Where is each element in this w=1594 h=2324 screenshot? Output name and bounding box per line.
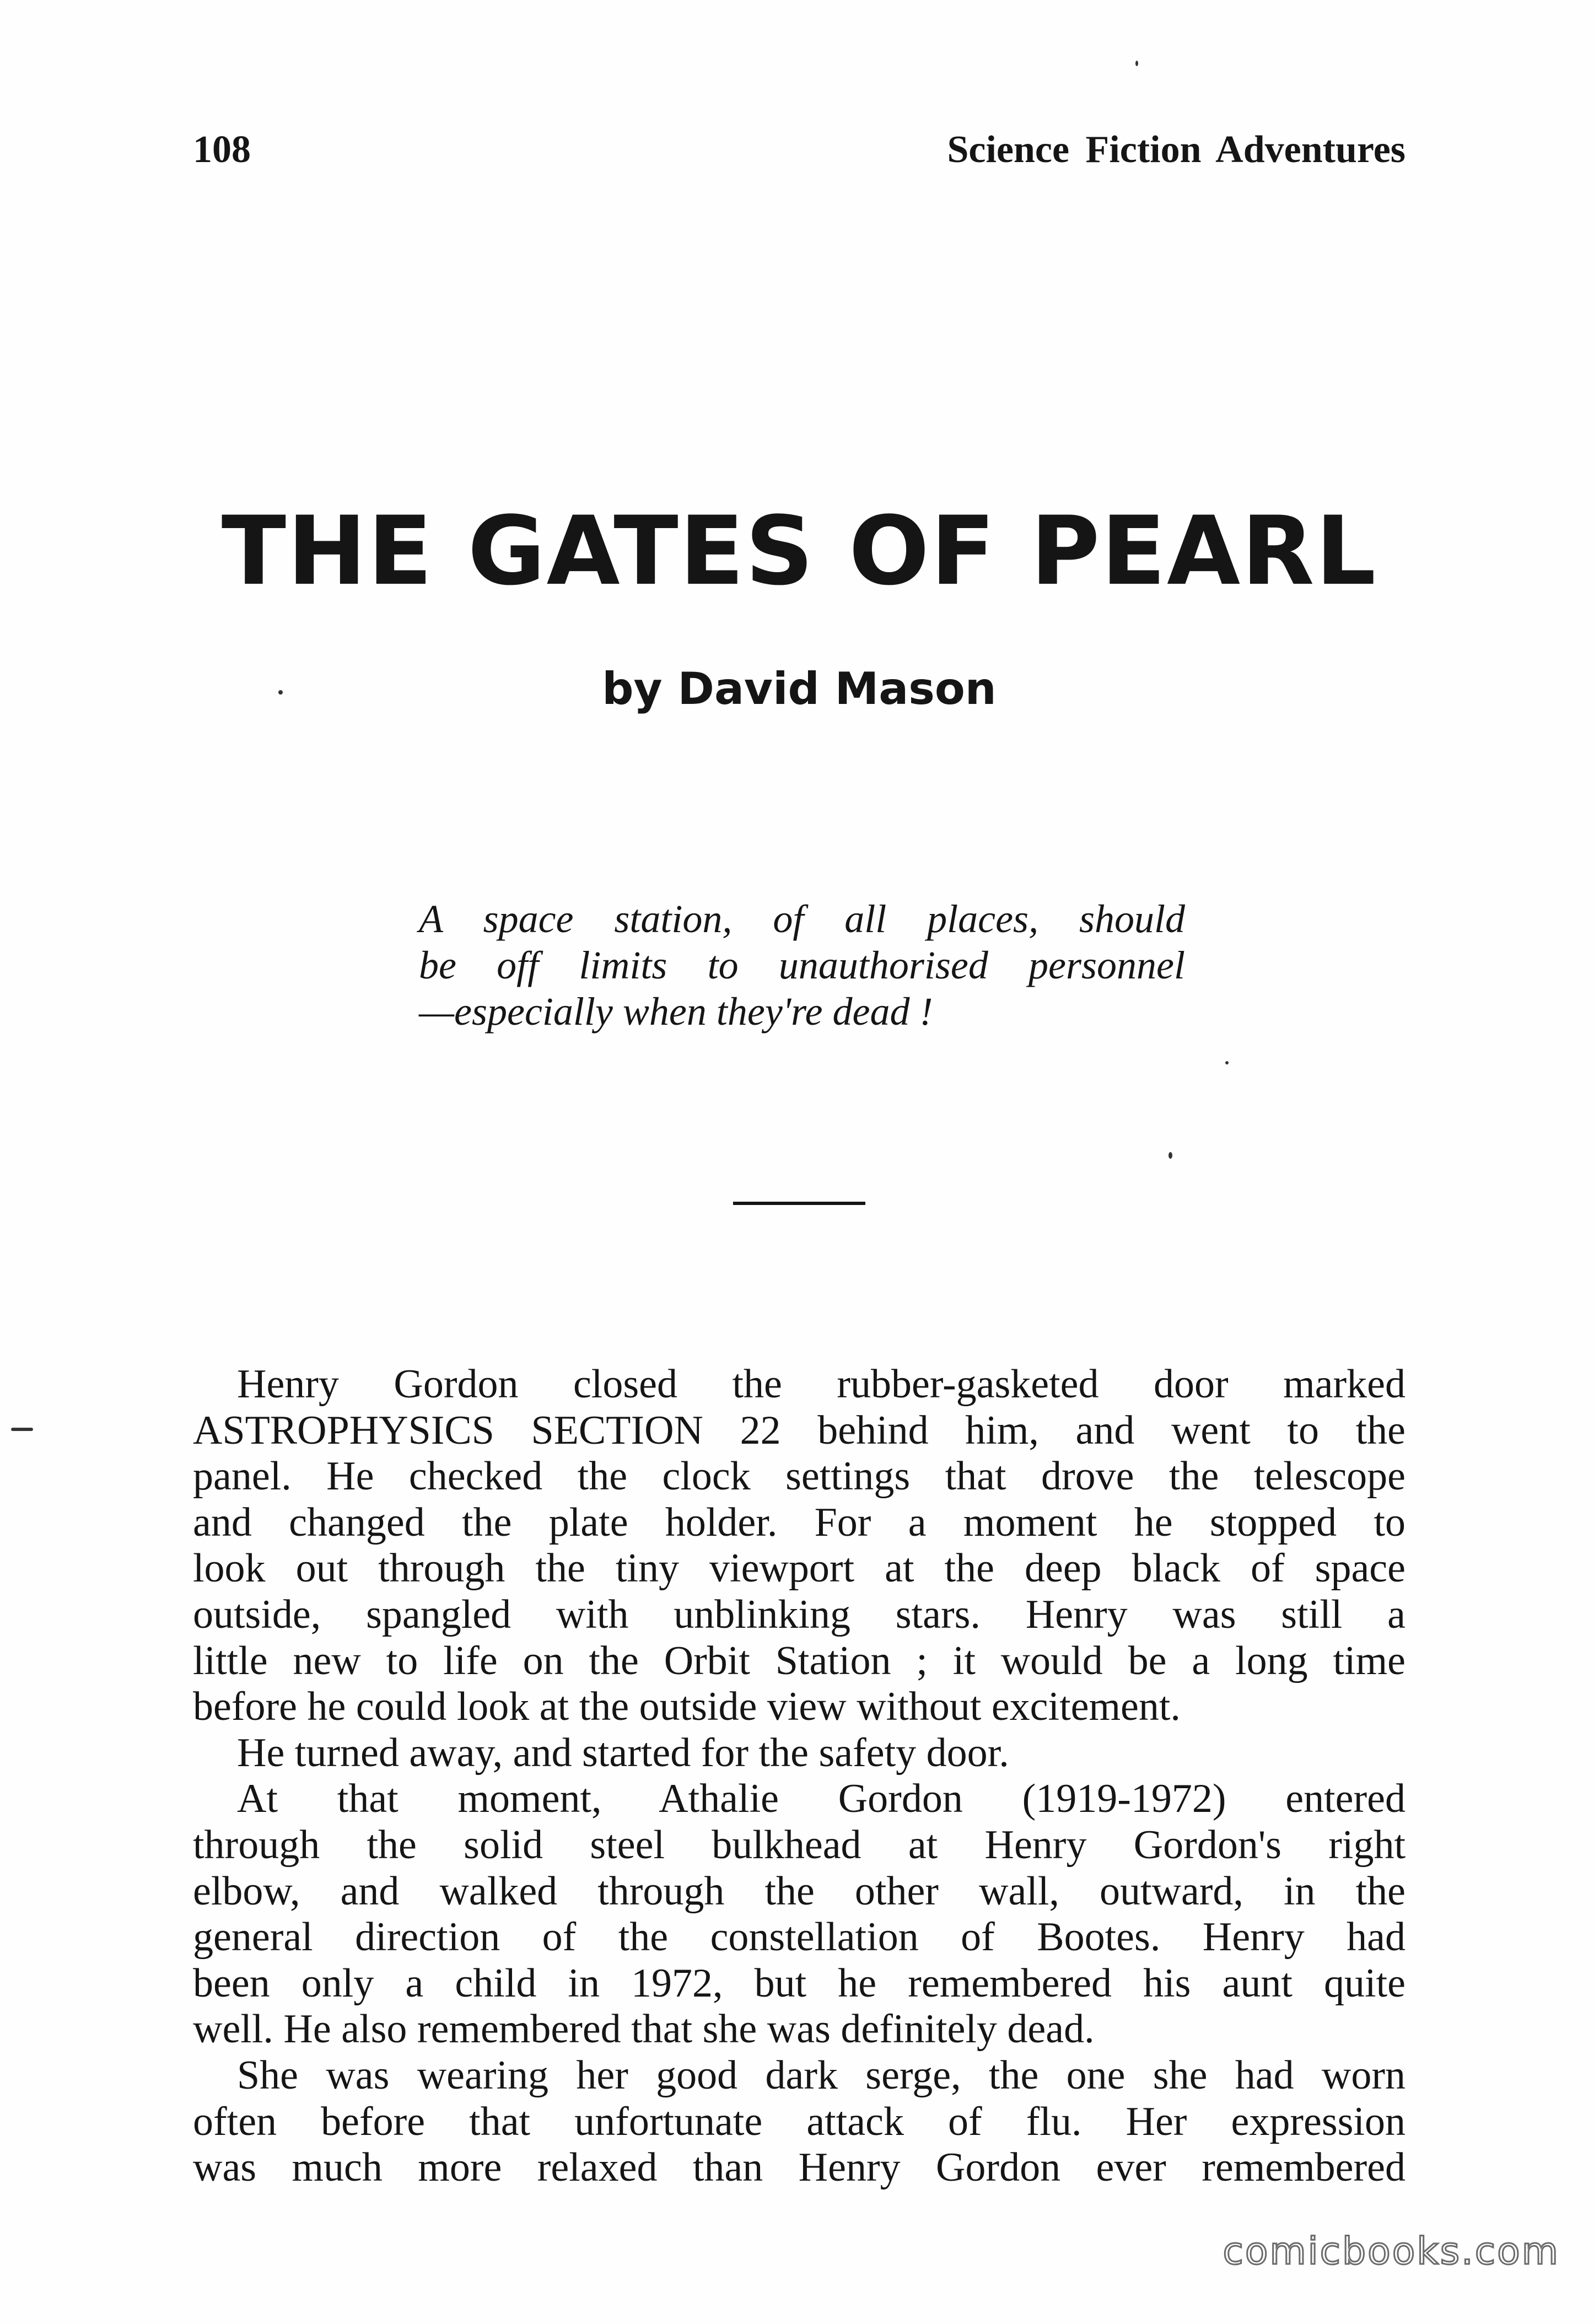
body-line: He turned away, and started for the safety door.	[237, 1730, 1009, 1776]
body-line: ASTROPHYSICS SECTION 22 behind him, and went to the	[193, 1407, 1405, 1453]
body-line: little new to life on the Orbit Station ; it would be a long time	[193, 1638, 1405, 1683]
body-line: before he could look at the outside view without excitement.	[193, 1684, 1181, 1730]
blurb	[419, 896, 1185, 1035]
body-line: She was wearing her good dark serge, the one she had worn	[237, 2052, 1405, 2098]
dust-speck	[1225, 1061, 1229, 1064]
body-line: well. He also remembered that she was definitely dead.	[193, 2006, 1095, 2052]
byline: by David Mason	[602, 663, 997, 714]
blurb-line: A space station, of all places, should	[419, 897, 1185, 941]
blurb-line: —especially when they're dead !	[419, 989, 933, 1034]
body-line: panel. He checked the clock settings that drove the telescope	[193, 1454, 1405, 1499]
dust-speck	[1168, 1152, 1172, 1159]
blurb-line: be off limits to unauthorised personnel	[419, 943, 1185, 987]
dust-speck	[278, 690, 283, 695]
section-divider	[733, 1202, 865, 1205]
body-text	[193, 1362, 1405, 2191]
body-line: and changed the plate holder. For a moment he stopped to	[193, 1499, 1405, 1545]
magazine-title: Science Fiction Adventures	[947, 128, 1405, 171]
body-line: Henry Gordon closed the rubber-gasketed door marked	[237, 1362, 1405, 1407]
body-line: general direction of the constellation of Bootes. Henry had	[193, 1914, 1405, 1960]
body-line: been only a child in 1972, but he remembered his aunt quite	[193, 1960, 1405, 2006]
body-line: through the solid steel bulkhead at Henry Gordon's right	[193, 1822, 1405, 1868]
page-number: 108	[193, 128, 251, 171]
body-line: look out through the tiny viewport at the deep black of space	[193, 1546, 1405, 1591]
story-title: THE GATES OF PEARL	[221, 496, 1377, 606]
body-line: At that moment, Athalie Gordon (1919-1972) entered	[237, 1776, 1405, 1822]
page-edge-mark	[11, 1428, 33, 1431]
dust-speck	[1135, 61, 1138, 66]
body-line: was much more relaxed than Henry Gordon ever remembered	[193, 2145, 1405, 2191]
body-line: elbow, and walked through the other wall, outward, in the	[193, 1868, 1405, 1914]
running-head	[193, 122, 1405, 177]
body-line: outside, spangled with unblinking stars. Henry was still a	[193, 1591, 1405, 1637]
watermark-logo: comicbooks.com	[1223, 2230, 1560, 2273]
body-line: often before that unfortunate attack of flu. Her expression	[193, 2099, 1405, 2144]
